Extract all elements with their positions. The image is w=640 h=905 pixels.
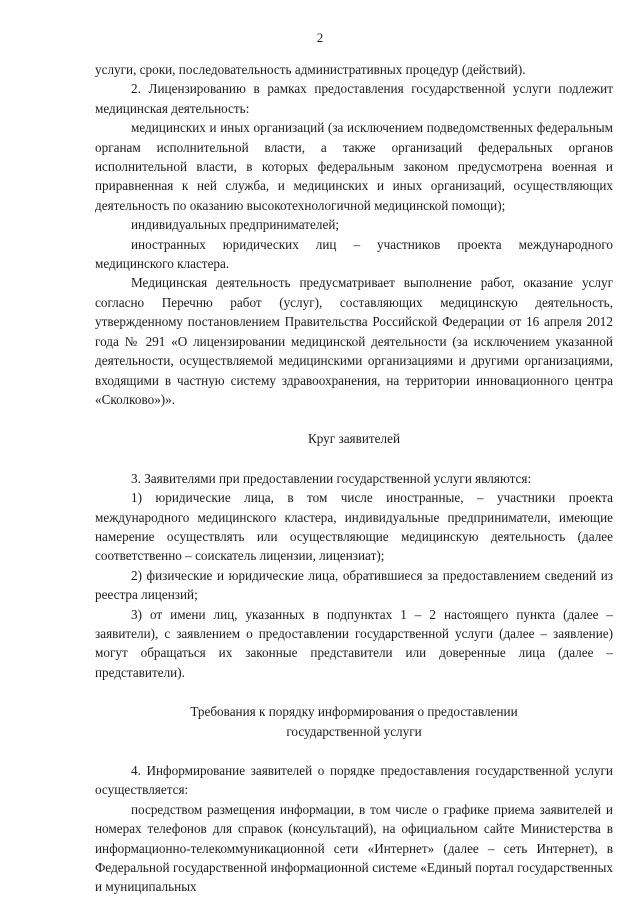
section-heading-applicants: Круг заявителей — [307, 431, 401, 447]
paragraph-subitem-1: 1) юридические лица, в том числе иностранные, – участники проекта международного медицинского кластера, индивидуальные предприниматели, имеющие намерение осуществлять или осуществляющие медицинскую деятельность (далее соответственно – соискатель лицензии, лицензиат); — [95, 490, 613, 564]
paragraph-subitem-2: 2) физические и юридические лица, обратившиеся за предоставлением сведений из реестра лицензий; — [95, 567, 613, 603]
page-number: 2 — [316, 30, 324, 45]
paragraph-item-4: 4. Информирование заявителей о порядке предоставления государственной услуги осуществляется: — [95, 763, 613, 798]
section-heading-informing-line2: государственной услуги — [286, 723, 422, 739]
paragraph-item-2: 2. Лицензированию в рамках предоставления государственной услуги подлежит медицинская деятельность: — [95, 81, 613, 116]
paragraph-item-3: 3. Заявителями при предоставлении государственной услуги являются: — [131, 470, 532, 486]
paragraph-informing-methods: посредством размещения информации, в том числе о графике приема заявителей и номерах телефонов для справок (консультаций), на официальном сайте Министерства в информационно-телекоммуникационной сети «Интернет» (далее – сеть Интернет), в Федеральной государственной информационной системе «Единый портал государственных и муниципальных — [95, 801, 613, 895]
paragraph-subitem-3: 3) от имени лиц, указанных в подпунктах 1 – 2 настоящего пункта (далее – заявители), с заявлением о предоставлении государственной услуги (далее – заявление) могут обращаться их законные представители или доверенные лица (далее – представители). — [95, 606, 613, 680]
document-body — [95, 60, 613, 897]
paragraph-medical-organizations: медицинских и иных организаций (за исключением подведомственных федеральным органам исполнительной власти, а также организаций федеральных органов исполнительной власти, в которых федеральным законом предусмотрена военная и приравненная к ней служба, и медицинских и иных организаций, осуществляющих деятельность по оказанию высокотехнологичной медицинской помощи); — [95, 120, 613, 213]
paragraph-entrepreneurs: индивидуальных предпринимателей; — [131, 217, 340, 233]
paragraph-foreign-entities: иностранных юридических лиц – участников проекта международного медицинского кластера. — [95, 236, 613, 272]
section-heading-informing-line1: Требования к порядку информирования о предоставлении — [190, 704, 518, 720]
paragraph-continuation: услуги, сроки, последовательность административных процедур (действий). — [95, 62, 526, 77]
paragraph-medical-activity: Медицинская деятельность предусматривает выполнение работ, оказание услуг согласно Перечню работ (услуг), составляющих медицинскую деятельность, утвержденному постановлением Правительства Российской Федерации от 16 апреля 2012 года № 291 «О лицензировании медицинской деятельности (за исключением указанной деятельности, осуществляемой медицинскими организациями и другими организациями, входящими в частную систему здравоохранения, на территории инновационного центра «Сколково»)». — [95, 275, 613, 407]
